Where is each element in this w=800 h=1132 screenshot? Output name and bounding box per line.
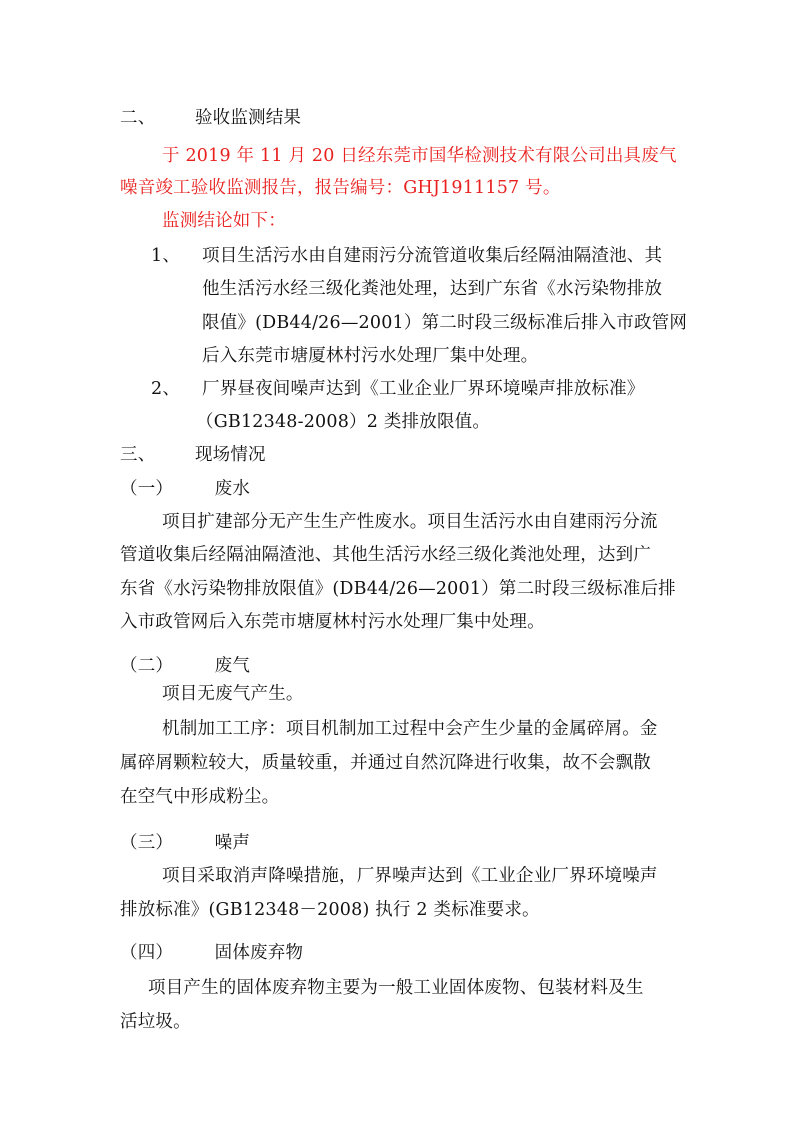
subsection-3-title: 噪声: [214, 833, 251, 853]
subsection-3-heading: [120, 831, 250, 855]
subsection-3-line-2: 排放标准》(GB12348－2008) 执行 2 类标准要求。: [120, 900, 540, 920]
conclusion-item-2-line-1: 厂界昼夜间噪声达到《工业企业厂界环境噪声排放标准》: [202, 379, 645, 399]
conclusion-item-1-number: 1、: [151, 246, 181, 266]
conclusion-intro: 监测结论如下：: [162, 211, 286, 231]
conclusion-item-1-line-2: 他生活污水经三级化粪池处理，达到广东省《水污染物排放: [202, 279, 663, 299]
subsection-4-line-2: 活垃圾。: [120, 1012, 191, 1032]
subsection-2-line-3: 在空气中形成粉尘。: [120, 787, 280, 807]
subsection-4-title: 固体废弃物: [214, 943, 304, 963]
section2-heading-number: 二、: [120, 108, 156, 128]
subsection-1-heading: [120, 477, 250, 501]
subsection-1-title: 废水: [214, 479, 251, 499]
subsection-2-line-2: 属碎屑颗粒较大，质量较重，并通过自然沉降进行收集，故不会飘散: [120, 753, 651, 773]
subsection-2-title: 废气: [214, 656, 251, 676]
report-info-line-1: 于 2019 年 11 月 20 日经东莞市国华检测技术有限公司出具废气: [162, 146, 677, 166]
conclusion-item-2-number: 2、: [151, 379, 181, 399]
conclusion-item-1-line-3: 限值》(DB44/26—2001）第二时段三级标准后排入市政管网: [202, 313, 688, 333]
conclusion-item-1-line-4: 后入东莞市塘厦林村污水处理厂集中处理。: [202, 346, 539, 366]
section2-heading-title: 验收监测结果: [194, 108, 302, 128]
subsection-4-number: （四）: [120, 943, 174, 963]
subsection-2-line-a: 项目无废气产生。: [162, 684, 304, 704]
subsection-3-line-1: 项目采取消声降噪措施，厂界噪声达到《工业企业厂界环境噪声: [162, 866, 658, 886]
conclusion-item-2-line-2: （GB12348-2008）2 类排放限值。: [196, 412, 491, 432]
subsection-1-line-4: 入市政管网后入东莞市塘厦林村污水处理厂集中处理。: [120, 612, 545, 632]
subsection-3-number: （三）: [120, 833, 174, 853]
subsection-1-line-2: 管道收集后经隔油隔渣池、其他生活污水经三级化粪池处理，达到广: [120, 545, 651, 565]
subsection-4-line-1: 项目产生的固体废弃物主要为一般工业固体废物、包装材料及生: [148, 978, 644, 998]
subsection-1-line-1: 项目扩建部分无产生生产性废水。项目生活污水由自建雨污分流: [162, 512, 658, 532]
subsection-2-heading: [120, 654, 250, 678]
subsection-4-heading: [120, 941, 303, 965]
section3-heading: [120, 443, 266, 467]
subsection-1-line-3: 东省《水污染物排放限值》(DB44/26—2001）第二时段三级标准后排: [120, 579, 676, 599]
subsection-2-number: （二）: [120, 656, 174, 676]
section3-heading-title: 现场情况: [194, 445, 266, 465]
subsection-1-number: （一）: [120, 479, 174, 499]
subsection-2-line-1: 机制加工工序：项目机制加工过程中会产生少量的金属碎屑。金: [162, 719, 658, 739]
section2-heading: [120, 106, 301, 130]
report-info-line-2: 噪音竣工验收监测报告，报告编号：GHJ1911157 号。: [120, 178, 561, 198]
conclusion-item-1-line-1: 项目生活污水由自建雨污分流管道收集后经隔油隔渣池、其: [202, 246, 663, 266]
section3-heading-number: 三、: [120, 445, 156, 465]
